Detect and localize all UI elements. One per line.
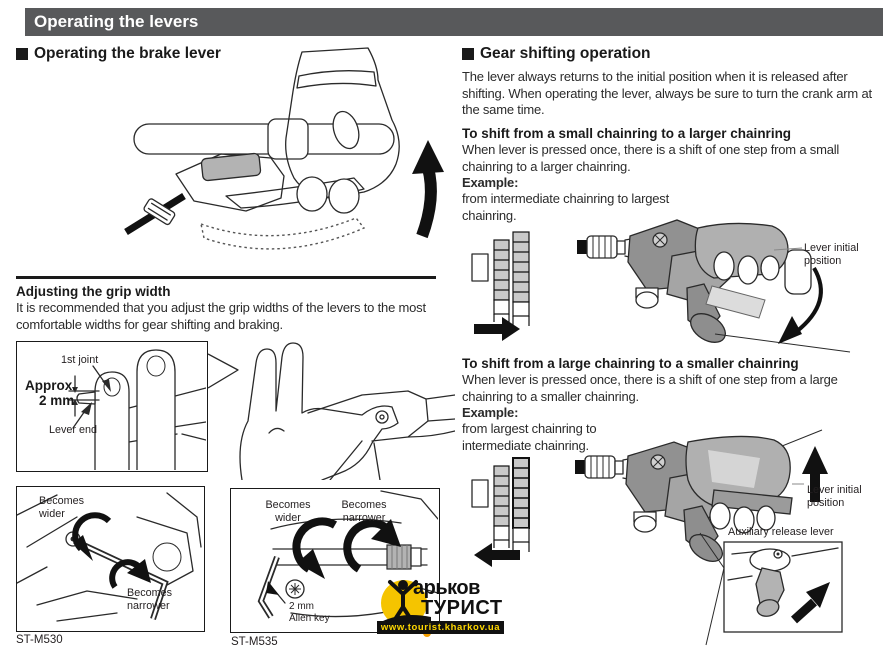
- page-title: Operating the levers: [25, 8, 883, 36]
- section-heading-gear-shifting: [462, 45, 651, 63]
- becomes-wider-label: Becomes wider: [39, 495, 85, 520]
- shift-down-drawing: [462, 428, 883, 653]
- st-m535-model-label: ST-M535: [231, 636, 278, 648]
- becomes-wider-label: Becomes wider: [265, 499, 311, 524]
- shift-down-figure: [462, 428, 883, 653]
- shift-up-figure: [462, 196, 883, 356]
- shift-up-drawing: [462, 196, 883, 356]
- example-label: Example:: [462, 405, 519, 420]
- section-bullet-icon: [16, 48, 28, 60]
- example-label: Example:: [462, 175, 519, 190]
- chainring-diagram: [472, 458, 529, 567]
- becomes-narrower-label: Becomes narrower: [127, 587, 173, 612]
- approx-label: Approx.: [25, 378, 77, 393]
- allen-key-label: 2 mm Allen key: [289, 601, 330, 624]
- shift-down-example: from largest chainring to intermediate chainring.: [462, 421, 597, 453]
- auxiliary-lever-inset: [724, 542, 842, 632]
- divider: [16, 276, 436, 279]
- shift-down-heading: To shift from a large chainring to a smaller chainring: [462, 356, 799, 371]
- section-heading-text: Gear shifting operation: [480, 45, 651, 62]
- section-heading-text: Operating the brake lever: [34, 45, 221, 62]
- auxiliary-release-lever-label: Auxiliary release lever: [728, 526, 834, 538]
- watermark-logo: [377, 577, 504, 646]
- grip-width-heading: Adjusting the grip width: [16, 284, 171, 299]
- two-mm-label: 2 mm: [39, 393, 75, 408]
- up-arrow-icon: [412, 140, 444, 236]
- chainring-diagram: [472, 232, 529, 341]
- shift-down-paragraph: When lever is pressed once, there is a shift of one step from a large chainring to a smaller chainring.: [462, 372, 838, 404]
- shift-up-heading: To shift from a small chainring to a larger chainring: [462, 126, 792, 141]
- first-joint-label: 1st joint: [61, 354, 99, 366]
- lever-end-label: Lever end: [49, 424, 98, 436]
- shift-up-paragraph: When lever is pressed once, there is a shift of one step from a small chainring to a larger chainring.: [462, 142, 840, 174]
- gear-shifting-intro: The lever always returns to the initial position when it is released after shifting. When operating the lever, always be sure to turn the crank arm at the same time.: [462, 69, 872, 117]
- cw-arrow-icon: [112, 559, 151, 587]
- st-m530-figure: [16, 486, 205, 632]
- watermark-text-bottom: ТУРИСТ: [421, 597, 504, 643]
- ccw-arrow-icon: [296, 521, 335, 579]
- st-m530-model-label: ST-M530: [16, 634, 63, 646]
- brake-lever-illustration: [106, 46, 451, 274]
- shift-up-example: from intermediate chainring to largest chainring.: [462, 191, 670, 223]
- grip-width-paragraph: It is recommended that you adjust the grip widths of the levers to the most comfortable widths for gear shifting and braking.: [16, 300, 426, 332]
- lever-initial-position-label: Lever initial position: [807, 484, 862, 509]
- grip-hand-illustration: [212, 333, 455, 480]
- section-bullet-icon: [462, 48, 474, 60]
- watermark-text-top: арьков: [413, 577, 480, 599]
- watermark-url: www.tourist.kharkov.ua: [377, 621, 504, 634]
- becomes-narrower-label: Becomes narrower: [341, 499, 387, 524]
- shifter-lever-drawing: [577, 220, 850, 352]
- grip-width-figure: [16, 341, 208, 472]
- lever-initial-position-label: Lever initial position: [804, 242, 859, 267]
